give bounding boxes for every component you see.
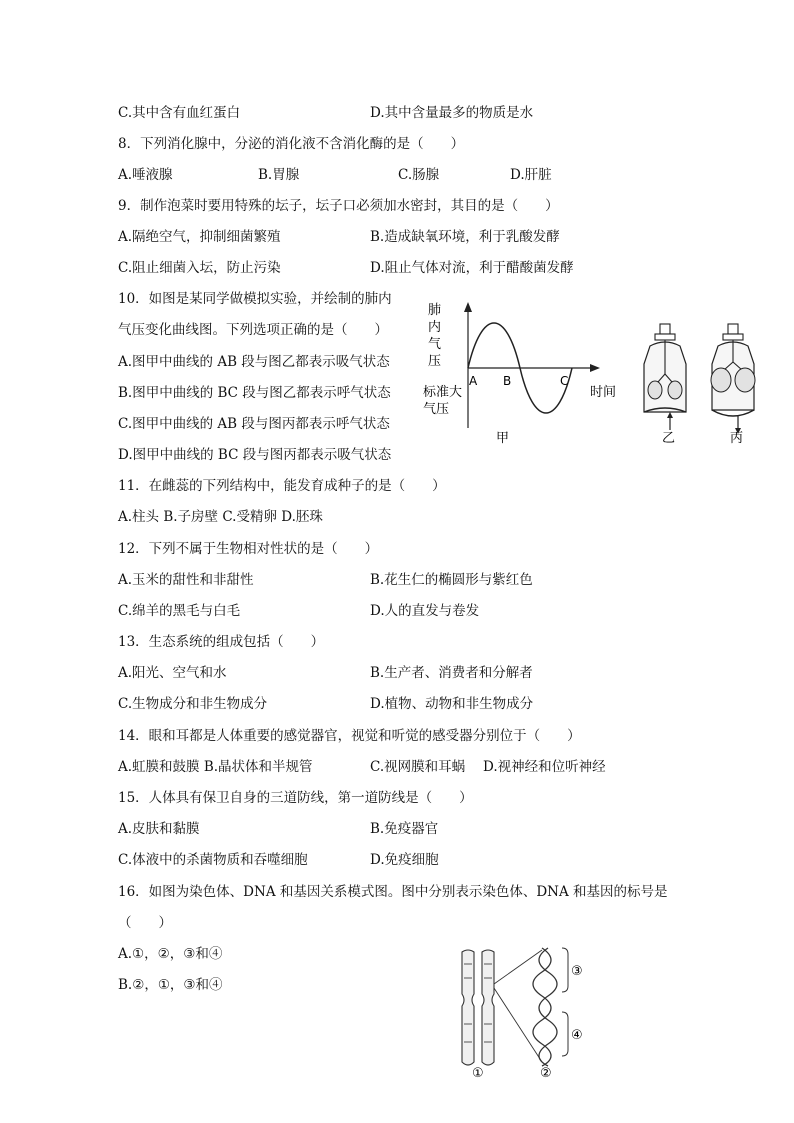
graph-point-c: C xyxy=(560,374,569,388)
q12-stem: 12．下列不属于生物相对性状的是（ ） xyxy=(118,541,379,557)
q10-option-b: B.图甲中曲线的 BC 段与图乙都表示呼气状态 xyxy=(118,385,391,401)
q12-option-d: D.人的直发与卷发 xyxy=(370,603,480,619)
q11-options: A.柱头 B.子房壁 C.受精卵 D.胚珠 xyxy=(118,509,323,525)
gene-bracket-top xyxy=(562,948,568,992)
q9-option-d: D.阻止气体对流，利于醋酸菌发酵 xyxy=(370,260,574,276)
q10-stem-line1: 10．如图是某同学做模拟实验，并绘制的肺内 xyxy=(118,291,392,307)
q12-option-c: C.绵羊的黑毛与白毛 xyxy=(118,603,241,619)
graph-point-b: B xyxy=(503,374,512,388)
q10-figure xyxy=(418,296,778,448)
arrow-up-icon xyxy=(667,412,673,418)
caption-jia: 甲 xyxy=(496,431,510,446)
graph-ylabel-2: 内 xyxy=(428,320,442,335)
q12-option-a: A.玉米的甜性和非甜性 xyxy=(118,572,254,588)
q16-stem-line1: 16．如图为染色体、DNA 和基因关系模式图。图中分别表示染色体、DNA 和基因的标号是 xyxy=(118,884,668,900)
gene-bracket-bottom xyxy=(562,1012,568,1056)
q15-option-b: B.免疫器官 xyxy=(370,821,439,837)
graph-xlabel: 时间 xyxy=(590,385,617,400)
q13-option-a: A.阳光、空气和水 xyxy=(118,665,227,681)
q7-option-c: C.其中含有血红蛋白 xyxy=(118,105,241,121)
q15-option-d: D.免疫细胞 xyxy=(370,852,439,868)
q10-stem-line2: 气压变化曲线图。下列选项正确的是（ ） xyxy=(118,322,388,338)
q16-option-a: A.①，②，③和④ xyxy=(118,946,223,962)
q8-option-d: D.肝脏 xyxy=(510,167,552,183)
bell-jar-bing xyxy=(711,324,755,446)
q9-option-a: A.隔绝空气，抑制细菌繁殖 xyxy=(118,229,281,245)
q11-stem: 11．在雌蕊的下列结构中，能发育成种子的是（ ） xyxy=(118,478,446,494)
diaphragm-membrane xyxy=(712,410,754,416)
q8-option-b: B.胃腺 xyxy=(258,167,300,183)
graph-ylabel-4: 压 xyxy=(428,354,442,369)
q13-stem: 13．生态系统的组成包括（ ） xyxy=(118,634,325,650)
q16-figure xyxy=(450,944,610,1080)
q13-option-b: B.生产者、消费者和分解者 xyxy=(370,665,533,681)
q14-option-d: D.视神经和位听神经 xyxy=(483,759,606,775)
graph-x-arrow-icon xyxy=(590,364,600,372)
graph-baseline-label-2: 气压 xyxy=(423,402,450,417)
q8-option-a: A.唾液腺 xyxy=(118,167,173,183)
q10-option-a: A.图甲中曲线的 AB 段与图乙都表示吸气状态 xyxy=(118,354,390,370)
graph-point-a: A xyxy=(469,374,478,388)
graph-ylabel-3: 气 xyxy=(428,337,442,352)
zoom-line-bottom xyxy=(494,988,542,1062)
q15-stem: 15．人体具有保卫自身的三道防线，第一道防线是（ ） xyxy=(118,790,473,806)
q9-stem: 9．制作泡菜时要用特殊的坛子，坛子口必须加水密封，其目的是（ ） xyxy=(118,198,559,214)
q7-option-d: D.其中含量最多的物质是水 xyxy=(370,105,534,121)
q8-option-c: C.肠腺 xyxy=(398,167,440,183)
q12-option-b: B.花生仁的椭圆形与紫红色 xyxy=(370,572,533,588)
q9-option-c: C.阻止细菌入坛，防止污染 xyxy=(118,260,281,276)
bell-jar-yi xyxy=(644,324,686,446)
q14-option-c: C.视网膜和耳蜗 xyxy=(370,759,466,775)
graph-baseline-label-1: 标准大 xyxy=(423,385,463,400)
q8-stem: 8．下列消化腺中，分泌的消化液不含消化酶的是（ ） xyxy=(118,136,465,152)
balloon-left-icon xyxy=(711,368,731,392)
q13-option-c: C.生物成分和非生物成分 xyxy=(118,696,268,712)
q9-option-b: B.造成缺氧环境，利于乳酸发酵 xyxy=(370,229,560,245)
label-3: ③ xyxy=(571,964,583,979)
q16-stem-line2: （ ） xyxy=(118,915,172,931)
q10-option-c: C.图甲中曲线的 AB 段与图丙都表示呼气状态 xyxy=(118,416,390,432)
balloon-right-icon xyxy=(668,381,682,399)
q14-option-ab: A.虹膜和鼓膜 B.晶状体和半规管 xyxy=(118,759,313,775)
q15-option-c: C.体液中的杀菌物质和吞噬细胞 xyxy=(118,852,308,868)
label-2: ② xyxy=(540,1066,552,1080)
caption-bing: 丙 xyxy=(730,431,744,446)
q13-option-d: D.植物、动物和非生物成分 xyxy=(370,696,534,712)
dna-helix-icon xyxy=(533,948,557,1066)
q14-stem: 14．眼和耳都是人体重要的感觉器官，视觉和听觉的感受器分别位于（ ） xyxy=(118,728,581,744)
q10-option-d: D.图甲中曲线的 BC 段与图丙都表示吸气状态 xyxy=(118,447,392,463)
caption-yi: 乙 xyxy=(662,431,676,446)
graph-ylabel-1: 肺 xyxy=(428,303,442,318)
label-1: ① xyxy=(472,1066,484,1080)
q16-option-b: B.②，①，③和④ xyxy=(118,977,223,993)
label-4: ④ xyxy=(571,1028,583,1043)
balloon-left-icon xyxy=(648,381,662,399)
q10-graph-jia xyxy=(423,302,616,446)
graph-y-arrow-icon xyxy=(464,302,472,312)
balloon-right-icon xyxy=(735,368,755,392)
q15-option-a: A.皮肤和黏膜 xyxy=(118,821,200,837)
chromosome-icon xyxy=(462,950,494,1065)
